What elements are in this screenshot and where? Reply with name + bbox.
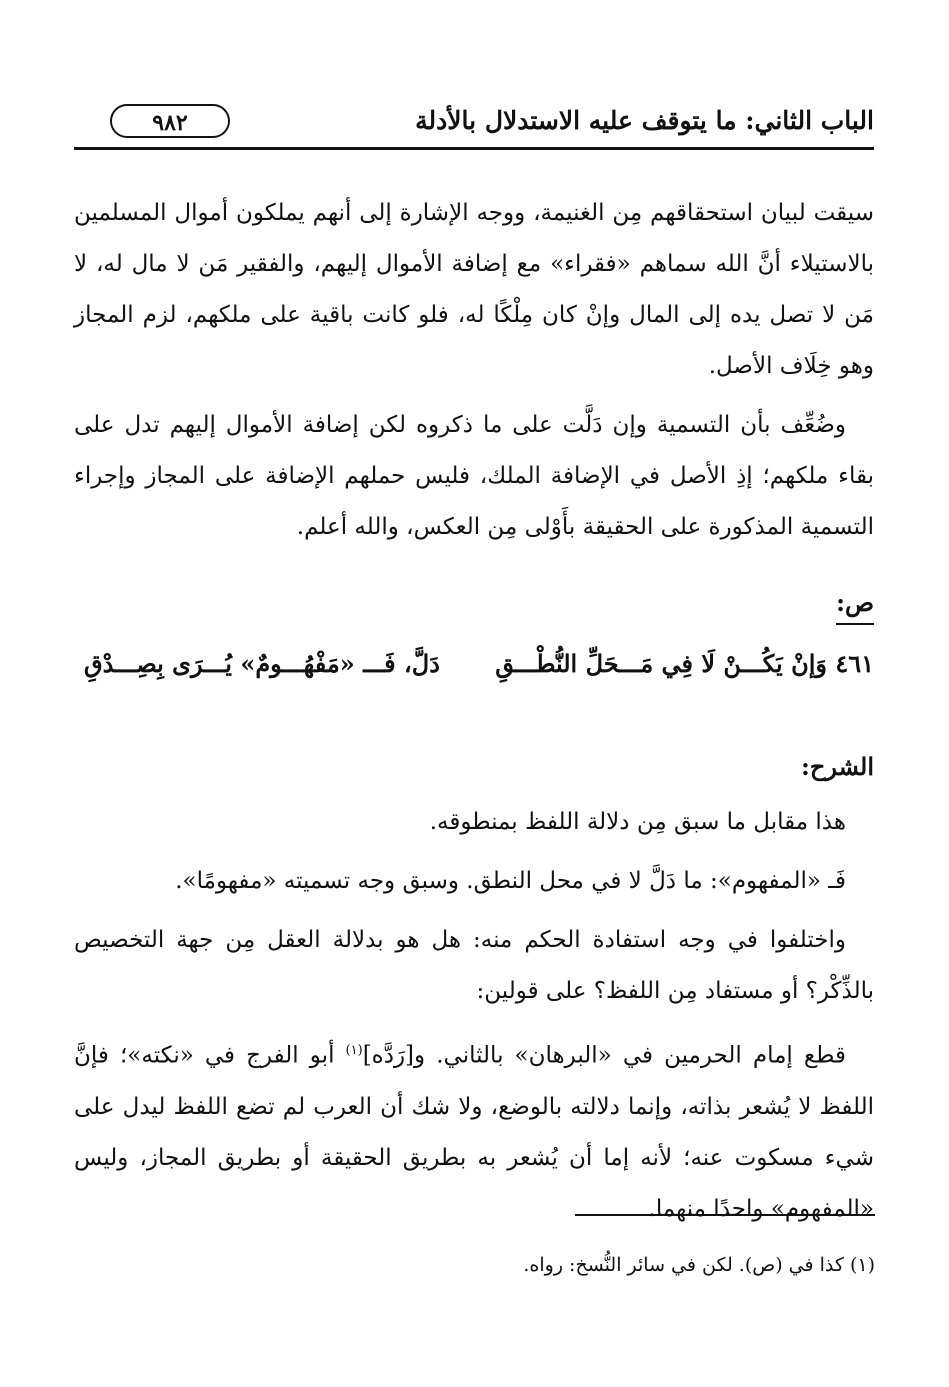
sharh-label: الشرح: — [801, 752, 874, 781]
header-rule — [74, 147, 874, 150]
matn-label-wrap — [74, 561, 874, 635]
footnote-marker: (١) — [345, 1043, 363, 1058]
verse-second-hemistich: دَلَّ، فَـــ «مَفْهُـــومٌ» يُـــرَى بِصِـــدْقِ — [84, 649, 440, 678]
footnote: (١) كذا في (ص). لكن في سائر النُّسخ: رواه. — [523, 1254, 875, 1276]
paragraph-6-start: قطع إمام الحرمين في «البرهان» بالثاني. و[رَدَّه] — [362, 1042, 847, 1069]
paragraph-4: فَـ «المفهوم»: ما دَلَّ لا في محل النطق. وسبق وجه تسميته «مفهومًا». — [175, 868, 846, 894]
page-number: ٩٨٢ — [110, 104, 230, 138]
paragraph-5: واختلفوا في وجه استفادة الحكم منه: هل هو بدلالة العقل مِن جهة التخصيص بالذِّكْر؟ أو مستفاد مِن اللفظ؟ على قولين: — [74, 927, 874, 1004]
matn-label: ص: — [836, 583, 874, 625]
sharh-label-wrap — [74, 725, 874, 797]
footnote-rule — [575, 1214, 875, 1216]
page-body — [74, 188, 874, 1243]
paragraph-6-rest: أبو الفرج في «نكته»؛ فإنَّ اللفظ لا يُشعر بذاته، وإنما دلالته بالوضع، ولا شك أن العرب لم تضع اللفظ ليدل على شيء مسكوت عنه؛ لأنه إما أن يُشعر به بطريق الحقيقة أو بطريق المجاز، وليس «المفهوم» واحدًا منهما. — [74, 1042, 874, 1222]
verse-line — [74, 641, 874, 701]
verse-first-hemistich: ٤٦١ وَإنْ يَكُـــنْ لَا فِي مَـــحَلِّ النُّطْـــقِ — [495, 649, 874, 678]
paragraph-6 — [74, 1025, 874, 1235]
running-title: الباب الثاني: ما يتوقف عليه الاستدلال بالأدلة — [415, 106, 874, 135]
paragraph-3: هذا مقابل ما سبق مِن دلالة اللفظ بمنطوقه. — [429, 809, 846, 835]
paragraph-2: وضُعِّف بأن التسمية وإن دَلَّت على ما ذكروه لكن إضافة الأموال إليهم تدل على بقاء ملكهم؛ إذِ الأصل في الإضافة الملك، فليس حملهم الإضافة على المجاز وإجراء التسمية المذكورة على الحقيقة بأَوْلى مِن العكس، والله أعلم. — [74, 412, 874, 540]
paragraph-1: سيقت لبيان استحقاقهم مِن الغنيمة، ووجه الإشارة إلى أنهم يملكون أموال المسلمين بالاستيلاء أنَّ الله سماهم «فقراء» مع إضافة الأموال إليهم، والفقير مَن لا مال له، لا مَن لا تصل يده إلى المال وإنْ كان مِلْكًا له، فلو كانت باقية على ملكهم، لزم المجاز وهو خِلَاف الأصل. — [74, 200, 874, 379]
page-header — [74, 100, 874, 150]
